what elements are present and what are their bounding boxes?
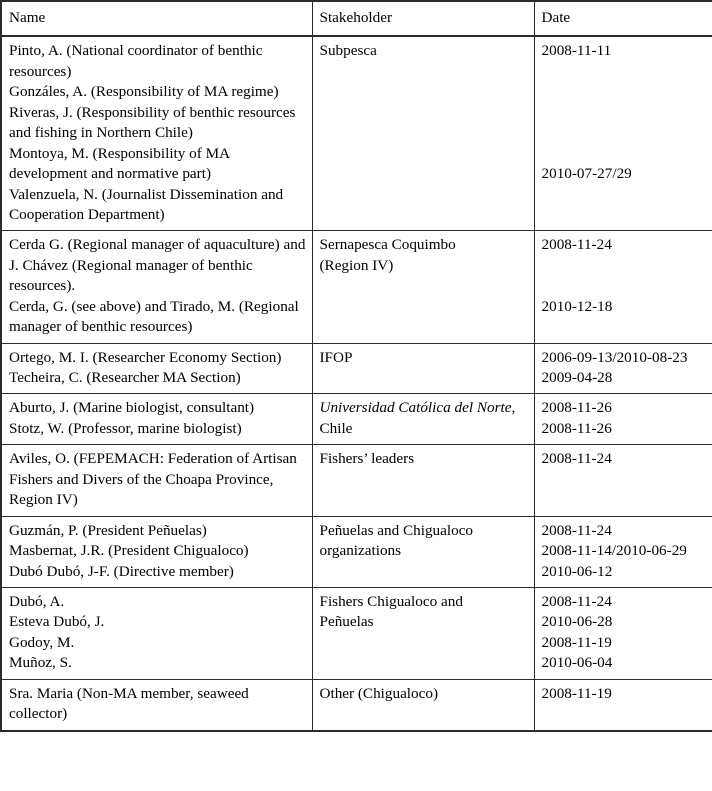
cell-name-lines (9, 235, 306, 337)
table-row (1, 343, 712, 394)
cell-name-lines (9, 521, 306, 582)
cell-stakeholder (312, 679, 534, 730)
cell-name-line: Dubó, A. (9, 592, 65, 610)
cell-name-line: Aviles, O. (FEPEMACH: Federation of Artisan Fishers and Divers of the Choapa Province, Region IV) (9, 450, 297, 509)
table-row (1, 231, 712, 343)
cell-name (1, 36, 312, 230)
cell-stakeholder-lines (320, 235, 528, 276)
cell-name (1, 343, 312, 394)
cell-date (534, 36, 712, 230)
table-header (1, 1, 712, 36)
table-row (1, 445, 712, 516)
cell-date (534, 394, 712, 445)
cell-name-lines (9, 449, 306, 510)
column-header-name: Name (1, 1, 312, 36)
cell-name (1, 679, 312, 730)
cell-stakeholder-lines (320, 449, 528, 469)
cell-date (534, 516, 712, 587)
cell-name (1, 231, 312, 343)
date-value: 2010-06-04 (541, 654, 613, 672)
date-value: 2008-11-24 (541, 521, 612, 539)
table-row (1, 394, 712, 445)
cell-stakeholder (312, 587, 534, 679)
table-body (1, 36, 712, 730)
cell-name-line: Gonzáles, A. (Responsibility of MA regime) (9, 83, 279, 101)
cell-stakeholder-line: Other (Chigualoco) (319, 684, 439, 702)
cell-name-line: Aburto, J. (Marine biologist, consultant) (9, 399, 255, 417)
column-header-date: Date (534, 1, 712, 36)
date-value: 2010-12-18 (541, 297, 613, 315)
cell-name-lines (9, 684, 306, 725)
cell-stakeholder (312, 343, 534, 394)
cell-name (1, 587, 312, 679)
cell-stakeholder-line: IFOP (319, 348, 353, 366)
date-value: 2010-07-27/29 (541, 165, 632, 183)
cell-name-lines (9, 592, 306, 674)
date-value: 2008-11-24 (541, 592, 612, 610)
date-value: 2008-11-14/2010-06-29 (541, 542, 687, 560)
table-row (1, 679, 712, 730)
cell-name-line: Godoy, M. (9, 633, 75, 651)
date-value: 2009-04-28 (541, 369, 613, 386)
cell-name-line: Pinto, A. (National coordinator of benthic resources) (9, 42, 263, 80)
cell-name (1, 445, 312, 516)
cell-name-line: Muñoz, S. (9, 654, 72, 672)
cell-date-lines (542, 521, 707, 582)
date-value: 2010-06-12 (541, 562, 613, 580)
table-row (1, 516, 712, 587)
cell-stakeholder-line: organizations (319, 542, 402, 560)
cell-date (534, 587, 712, 679)
cell-stakeholder-line: Universidad Católica del Norte, Chile (319, 399, 516, 437)
cell-stakeholder-line: Fishers Chigualoco and (319, 592, 463, 610)
cell-stakeholder-line: Peñuelas and Chigualoco (319, 521, 474, 539)
table-row (1, 36, 712, 230)
table-header-row (1, 1, 712, 36)
cell-name-line: Riveras, J. (Responsibility of benthic resources and fishing in Northern Chile) (9, 103, 296, 142)
date-value: 2008-11-24 (541, 450, 612, 468)
cell-name-lines (9, 41, 306, 225)
cell-name-line: Esteva Dubó, J. (9, 613, 105, 631)
cell-name-line: Dubó Dubó, J-F. (Directive member) (9, 562, 234, 580)
cell-date-lines (542, 684, 707, 704)
cell-stakeholder-lines (320, 684, 528, 704)
cell-name-line: Valenzuela, N. (Journalist Dissemination and Cooperation Department) (9, 185, 284, 223)
cell-name-line: Masbernat, J.R. (President Chigualoco) (9, 542, 249, 560)
cell-stakeholder (312, 516, 534, 587)
cell-date (534, 445, 712, 516)
cell-name-line: Guzmán, P. (President Peñuelas) (9, 521, 207, 539)
cell-date (534, 231, 712, 343)
cell-stakeholder-lines (320, 41, 528, 61)
cell-name-line: Sra. Maria (Non-MA member, seaweed collector) (9, 684, 249, 723)
date-value: 2008-11-19 (541, 633, 612, 651)
cell-name-lines (9, 398, 306, 439)
date-value: 2008-11-24 (541, 236, 612, 254)
cell-stakeholder-lines (320, 521, 528, 562)
cell-date-lines (542, 449, 707, 469)
column-header-stakeholder: Stakeholder (312, 1, 534, 36)
cell-stakeholder (312, 36, 534, 230)
date-value: 2010-06-28 (541, 613, 613, 631)
cell-stakeholder-line: Fishers’ leaders (319, 450, 415, 468)
cell-date-lines (542, 592, 707, 674)
date-value: 2008-11-11 (541, 42, 612, 60)
cell-date-lines (542, 235, 707, 317)
date-value: 2008-11-26 (541, 419, 612, 437)
cell-name-lines (9, 348, 306, 389)
cell-date-lines (542, 398, 707, 439)
cell-name-line: Ortego, M. I. (Researcher Economy Section) (9, 348, 282, 366)
cell-stakeholder (312, 394, 534, 445)
date-value: 2008-11-26 (541, 399, 612, 417)
cell-stakeholder-line: Sernapesca Coquimbo (319, 236, 456, 254)
date-value: 2006-09-13/2010-08-23 (541, 348, 688, 366)
cell-stakeholder-lines (320, 592, 528, 633)
cell-stakeholder-lines (320, 398, 528, 439)
cell-date (534, 679, 712, 730)
cell-name-line: Stotz, W. (Professor, marine biologist) (9, 419, 242, 437)
institution-name-italic: Universidad Católica del Norte (319, 399, 512, 417)
table-row (1, 587, 712, 679)
cell-name-line: Cerda, G. (see above) and Tirado, M. (Regional manager of benthic resources) (9, 297, 299, 336)
cell-date (534, 343, 712, 394)
cell-stakeholder-line: Subpesca (319, 42, 377, 60)
cell-name-line: Montoya, M. (Responsibility of MA development and normative part) (9, 144, 230, 183)
date-value: 2008-11-19 (541, 684, 612, 702)
cell-stakeholder-line: Peñuelas (319, 613, 374, 631)
cell-name (1, 516, 312, 587)
cell-stakeholder-line: (Region IV) (319, 256, 394, 274)
cell-name (1, 394, 312, 445)
cell-name-line: Cerda G. (Regional manager of aquaculture) and J. Chávez (Regional manager of benthic resources). (9, 236, 306, 295)
cell-stakeholder (312, 231, 534, 343)
cell-stakeholder (312, 445, 534, 516)
cell-stakeholder-lines (320, 348, 528, 368)
cell-date-lines (542, 348, 707, 389)
cell-name-line: Techeira, C. (Researcher MA Section) (9, 369, 241, 386)
cell-date-lines (542, 41, 707, 184)
